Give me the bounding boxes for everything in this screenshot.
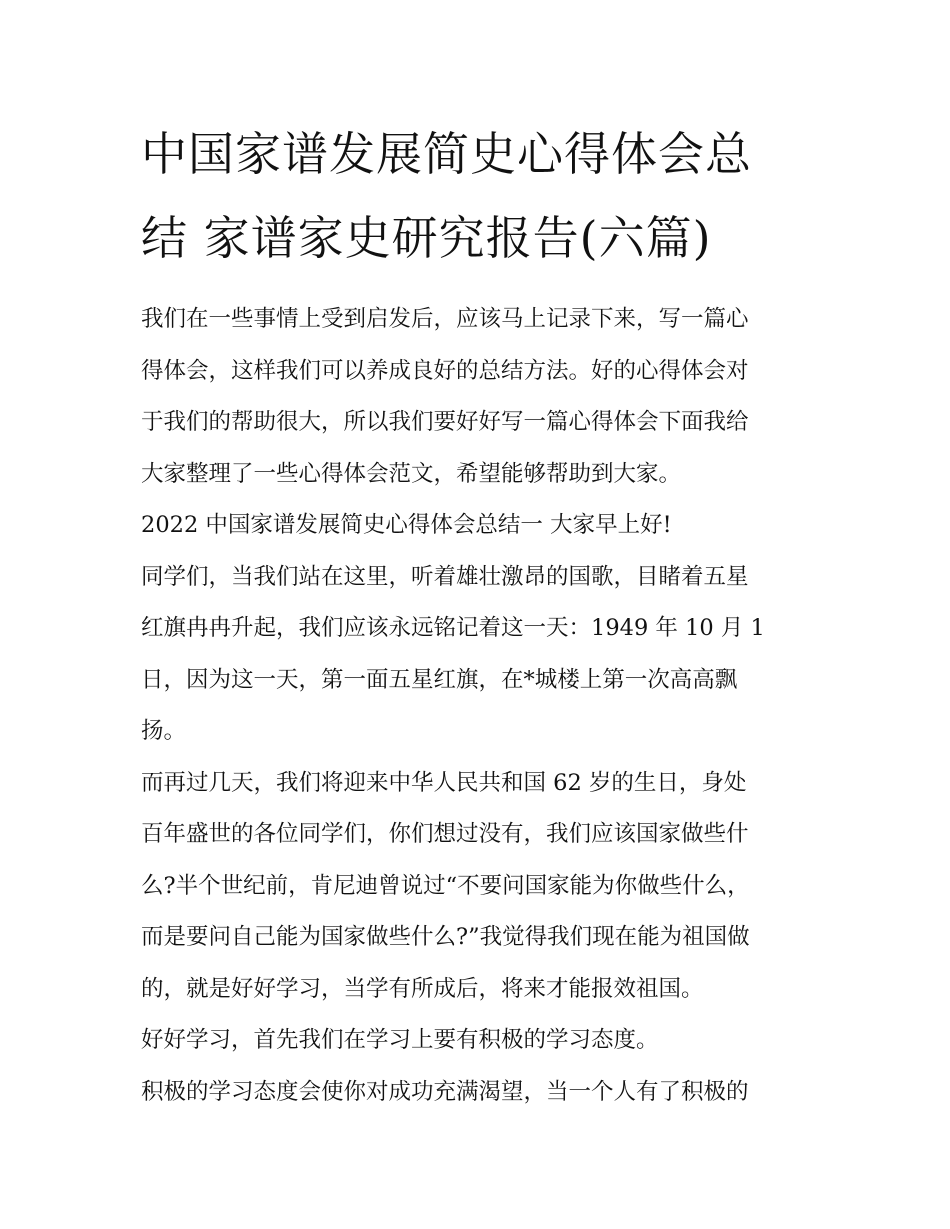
text-line: 积极的学习态度会使你对成功充满渴望，当一个人有了积极的 — [141, 1078, 749, 1105]
document-title — [141, 112, 820, 280]
body-paragraph — [141, 552, 820, 758]
title-line: 结 家谱家史研究报告(六篇) — [141, 211, 712, 265]
text-line: 大家整理了一些心得体会范文，希望能够帮助到大家。 — [141, 460, 682, 487]
intro-paragraph — [141, 294, 820, 500]
text-line: 2022 中国家谱发展简史心得体会总结一 大家早上好! — [141, 512, 672, 538]
text-line: 么?半个世纪前，肯尼迪曾说过“不要问国家能为你做些什么， — [141, 872, 750, 899]
text-line: 扬。 — [141, 718, 187, 744]
text-line: 得体会，这样我们可以养成良好的总结方法。好的心得体会对 — [141, 357, 749, 384]
title-line: 中国家谱发展简史心得体会总 — [141, 127, 752, 181]
text-line: 而再过几天，我们将迎来中华人民共和国 62 岁的生日，身处 — [141, 769, 747, 796]
text-line: 好好学习，首先我们在学习上要有积极的学习态度。 — [141, 1027, 659, 1053]
body-paragraph — [141, 758, 820, 1016]
text-line: 而是要问自己能为国家做些什么?”我觉得我们现在能为祖国做 — [141, 924, 750, 950]
body-paragraph — [141, 1015, 820, 1067]
text-line: 日，因为这一天，第一面五星红旗，在*城楼上第一次高高飘 — [141, 666, 738, 693]
text-line: 我们在一些事情上受到启发后，应该马上记录下来，写一篇心 — [141, 306, 749, 332]
text-line: 红旗冉冉升起，我们应该永远铭记着这一天：1949 年 10 月 1 — [141, 615, 765, 641]
text-line: 同学们，当我们站在这里，听着雄壮激昂的国歌，目睹着五星 — [141, 563, 749, 590]
section-heading-paragraph — [141, 500, 820, 552]
body-paragraph — [141, 1067, 820, 1119]
text-line: 的，就是好好学习，当学有所成后，将来才能报效祖国。 — [141, 975, 704, 1002]
text-line: 于我们的帮助很大，所以我们要好好写一篇心得体会下面我给 — [141, 409, 749, 435]
text-line: 百年盛世的各位同学们，你们想过没有，我们应该国家做些什 — [141, 821, 749, 847]
